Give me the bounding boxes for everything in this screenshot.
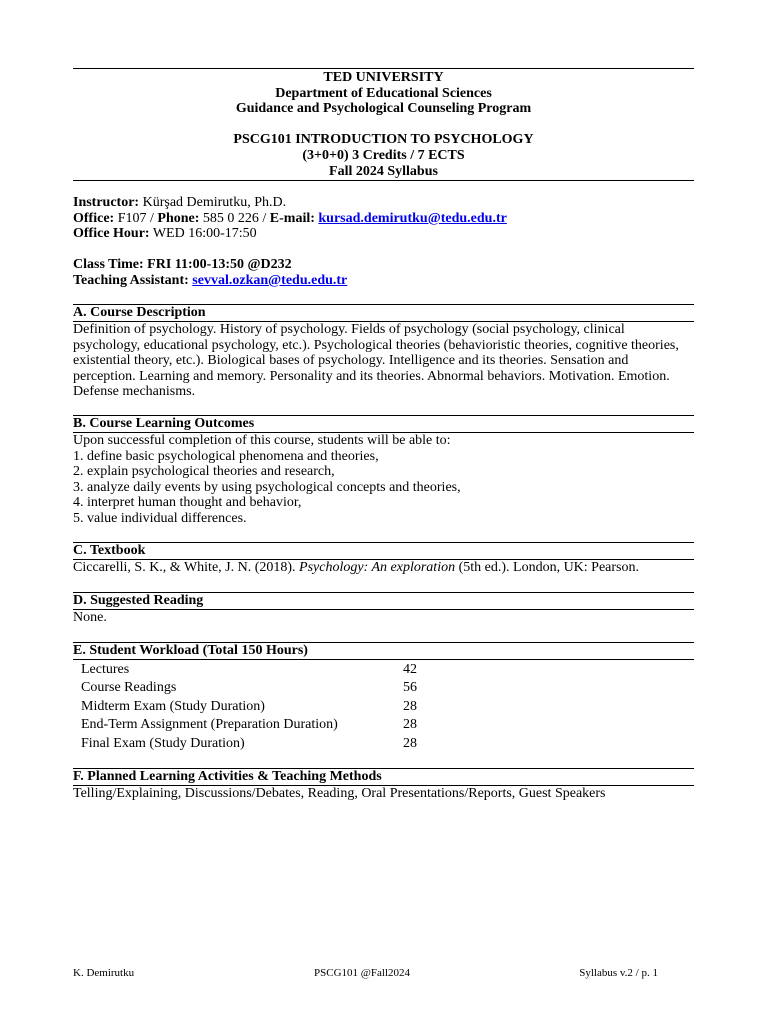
ta-label: Teaching Assistant: [73,272,189,288]
top-rule [73,68,694,69]
section-heading: F. Planned Learning Activities & Teaching Methods [73,768,694,786]
footer-author: K. Demirutku [73,967,135,979]
workload-table [73,660,694,753]
section-student-workload [73,642,694,753]
section-heading: C. Textbook [73,542,694,560]
workload-activity: Final Exam (Study Duration) [81,735,245,751]
outcome-item: 5. value individual differences. [73,510,247,526]
outcome-item: 3. analyze daily events by using psychological concepts and theories, [73,479,461,495]
workload-activity: End-Term Assignment (Preparation Duration) [81,717,338,733]
table-row [73,735,694,753]
office-hour-value: WED 16:00-17:50 [152,226,257,242]
workload-hours: 42 [403,662,417,677]
university-name: TED UNIVERSITY [323,70,444,85]
ta-email-link[interactable]: sevval.ozkan@tedu.edu.tr [192,272,348,288]
section-textbook [73,542,694,576]
workload-hours: 28 [403,735,417,751]
footer-page-info: Syllabus v.2 / p. 1 [579,967,658,979]
office-label: Office: [73,210,115,226]
class-time-value: FRI 11:00-13:50 @D232 [147,257,292,273]
learning-activities-text: Telling/Explaining, Discussions/Debates, Reading, Oral Presentations/Reports, Guest Speakers [73,786,606,801]
outcome-item: 1. define basic psychological phenomena and theories, [73,448,379,464]
section-heading: A. Course Description [73,304,694,322]
instructor-info [73,195,694,289]
table-row [73,698,694,716]
citation-authors: Ciccarelli, S. K., & White, J. N. (2018). [73,560,300,575]
office-line: Office: F107 / Phone: 585 0 226 / E-mail: kursad.demirutku@tedu.edu.tr [73,210,507,226]
workload-activity: Lectures [81,662,130,677]
ta-line [73,273,694,289]
outcomes-intro: Upon successful completion of this course, students will be able to: [73,433,451,448]
section-learning-outcomes [73,415,694,527]
workload-hours: 56 [403,680,417,696]
email-label: E-mail: [269,210,315,226]
instructor-email-link[interactable]: kursad.demirutku@tedu.edu.tr [318,210,507,226]
header-block [73,70,694,179]
department-name: Department of Educational Sciences [275,85,492,101]
phone-value: 585 0 226 [202,210,259,226]
section-heading: B. Course Learning Outcomes [73,415,694,433]
class-time-line [73,257,694,273]
footer-course: PSCG101 @Fall2024 [314,967,411,979]
class-time-label: Class Time: [73,257,144,273]
instructor-name: Kürşad Demirutku, Ph.D. [142,195,287,210]
course-description-text: Definition of psychology. History of psychology. Fields of psychology (social psychology, clinical psychology, educational psychology, etc.). Psychological theories (behavioristic theories, cognitive theories, existential theory, etc.). Biological bases of psychology. Intelligence and its theories. Sensation and perception. Learning and memory. Personality and its theories. Abnormal behaviors. Motivation. Emotion. Defense mechanisms. [73,322,679,400]
course-title: PSCG101 INTRODUCTION TO PSYCHOLOGY [233,132,534,148]
workload-activity: Midterm Exam (Study Duration) [81,698,265,714]
section-suggested-reading [73,592,694,626]
outcome-item: 2. explain psychological theories and research, [73,464,335,480]
instructor-line [73,195,694,211]
workload-activity: Course Readings [81,680,177,696]
section-course-description [73,304,694,400]
page-footer [73,966,658,982]
office-hour-label: Office Hour: [73,226,150,242]
course-credits: (3+0+0) 3 Credits / 7 ECTS [302,147,465,163]
table-row [73,661,694,679]
instructor-label: Instructor: [73,195,140,210]
office-value: F107 [117,210,147,226]
office-hour-line [73,226,694,242]
textbook-citation [73,560,694,576]
section-learning-activities [73,768,694,802]
workload-hours: 28 [403,717,417,733]
section-heading: E. Student Workload (Total 150 Hours) [73,642,694,660]
workload-hours: 28 [403,698,417,714]
outcome-item: 4. interpret human thought and behavior, [73,495,302,511]
section-heading: D. Suggested Reading [73,592,694,610]
phone-label: Phone: [157,210,200,226]
citation-publisher: (5th ed.). London, UK: Pearson. [455,560,640,575]
header-bottom-rule [73,180,694,181]
table-row [73,716,694,734]
program-name: Guidance and Psychological Counseling Program [235,101,532,117]
table-row [73,679,694,697]
suggested-reading-text: None. [73,610,107,625]
citation-title: Psychology: An exploration [299,560,456,575]
course-term: Fall 2024 Syllabus [329,163,438,179]
